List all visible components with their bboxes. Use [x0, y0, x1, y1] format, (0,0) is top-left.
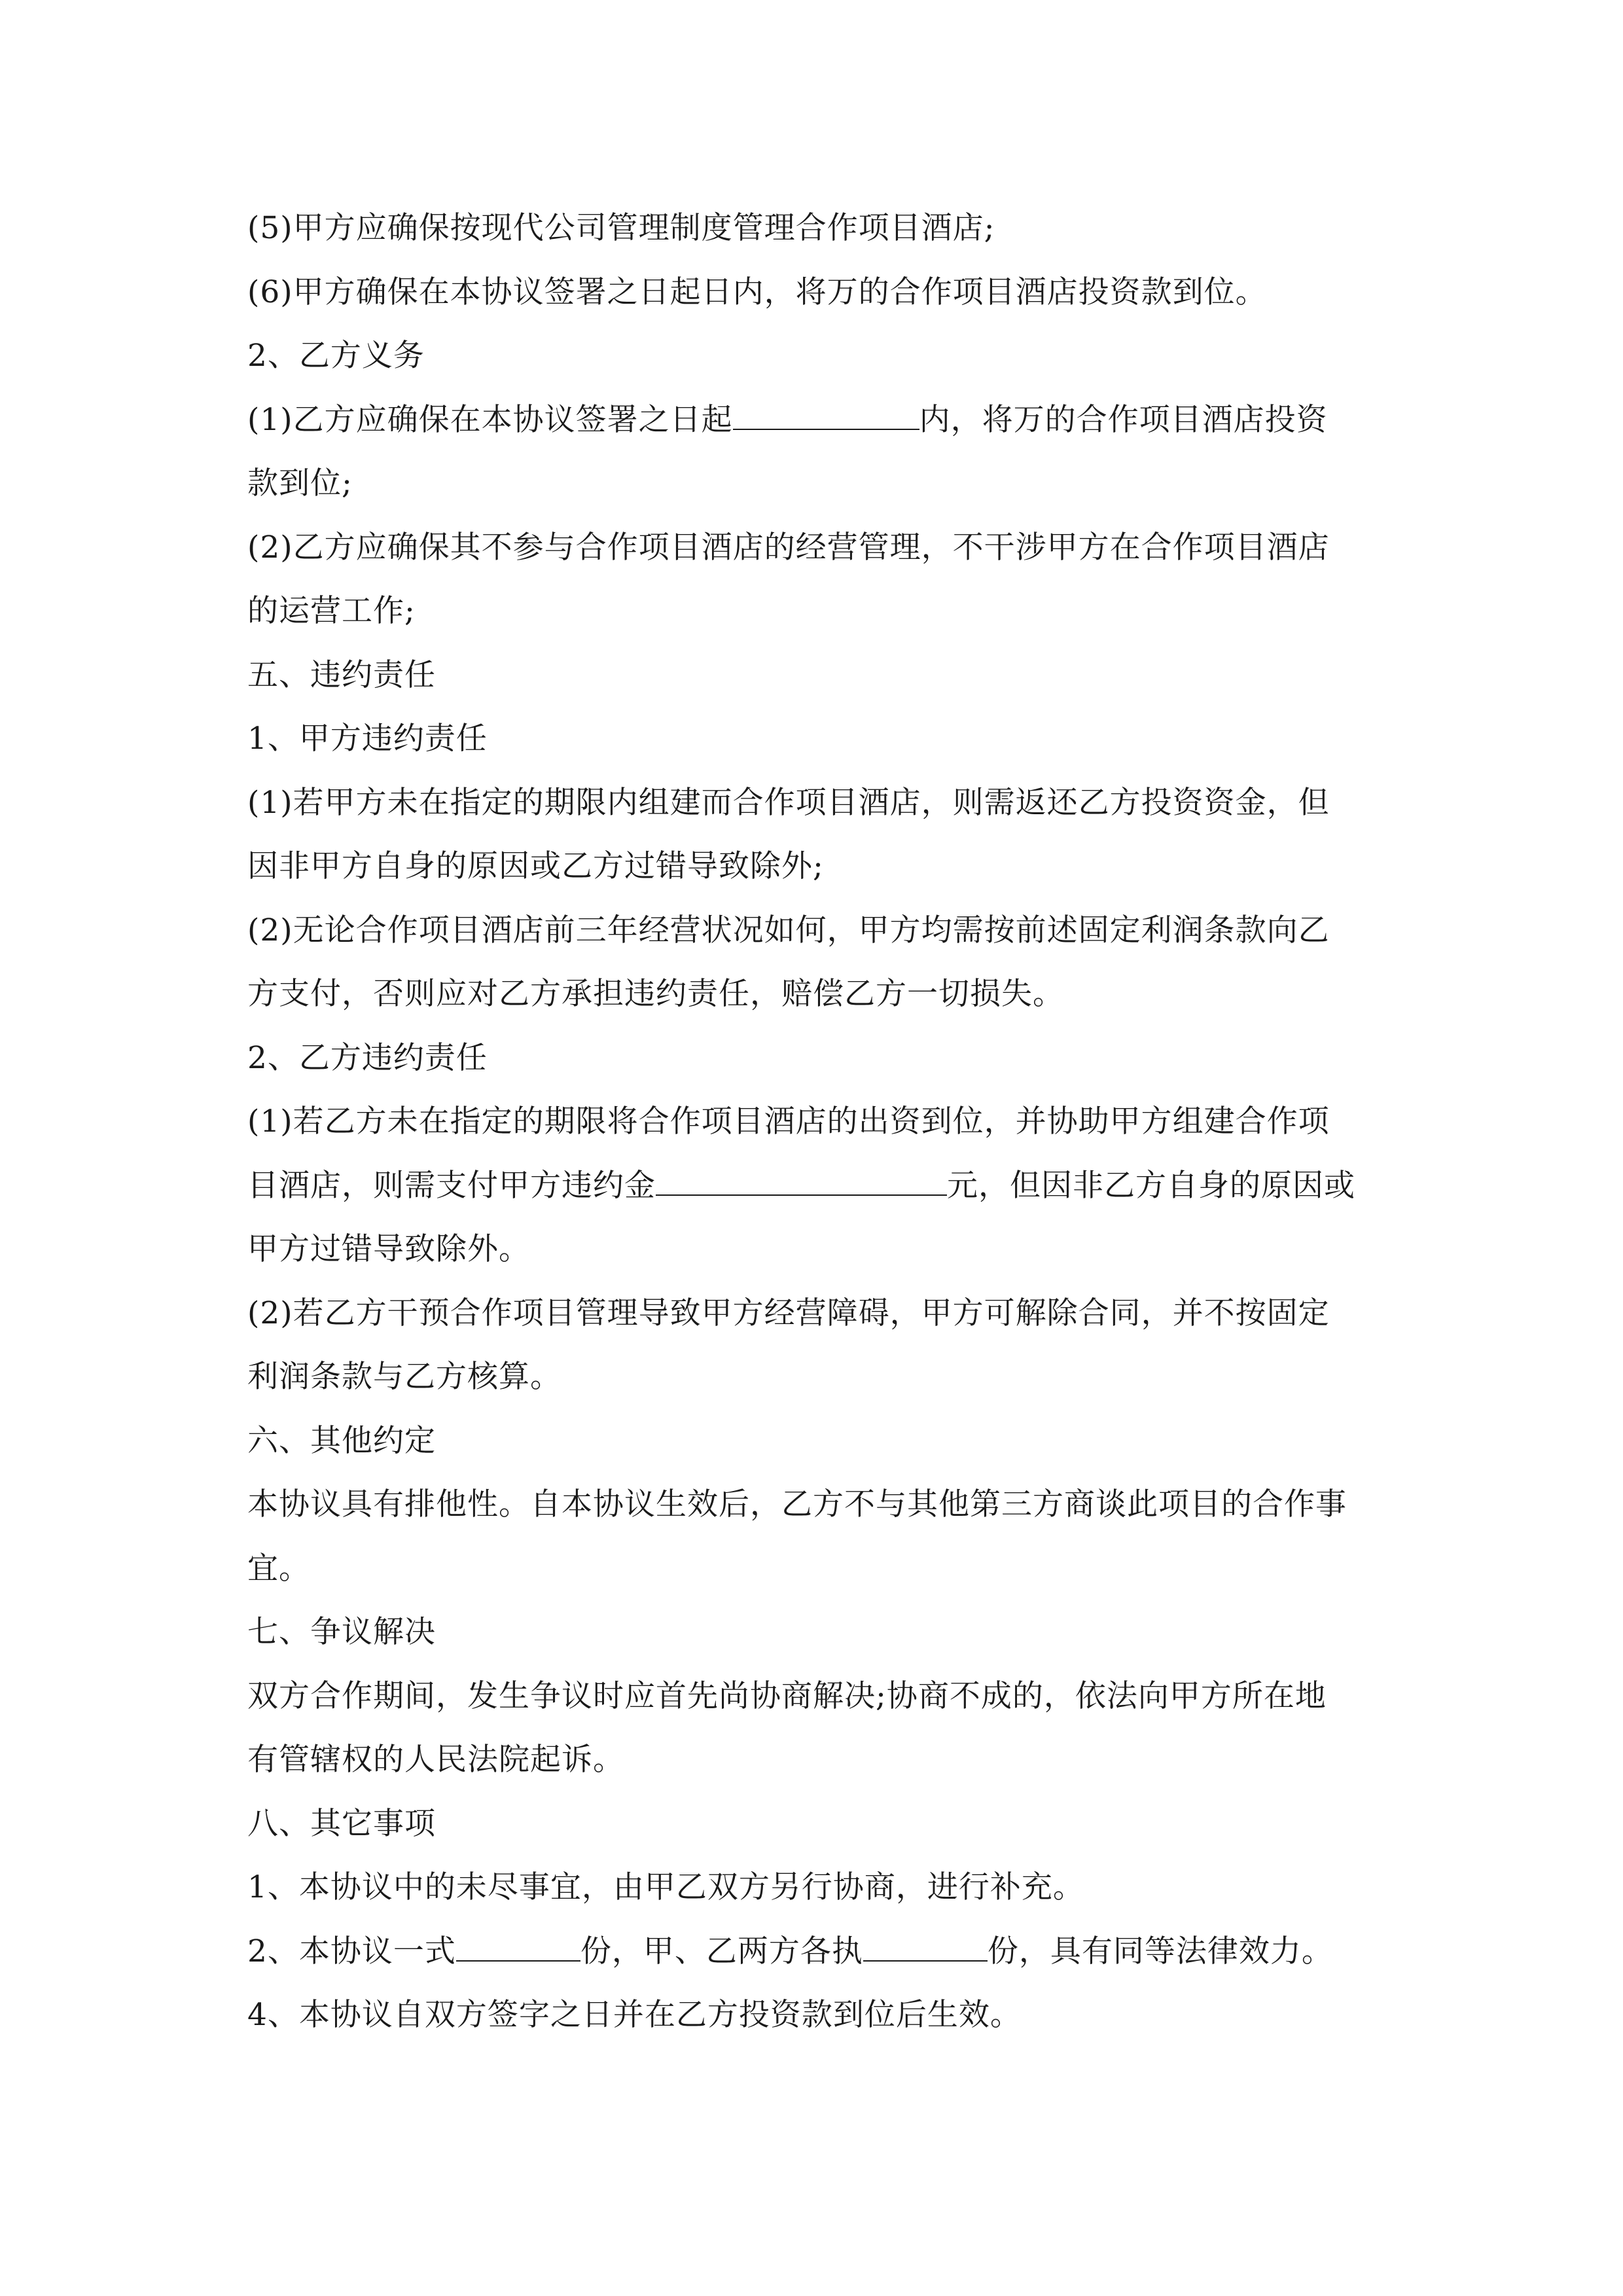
breach-b2-line2: 利润条款与乙方核算。 [247, 1359, 562, 1395]
blank-date-field[interactable] [733, 400, 919, 430]
clause-b2-line2: 的运营工作; [247, 593, 416, 629]
matter-2-text-start: 2、本协议一式 [247, 1933, 456, 1969]
breach-a2-line1: (2)无论合作项目酒店前三年经营状况如何，甲方均需按前述固定利润条款向乙 [247, 912, 1330, 948]
exclusivity-line2: 宜。 [247, 1550, 310, 1587]
clause-a5: (5)甲方应确保按现代公司管理制度管理合作项目酒店; [247, 210, 995, 246]
breach-b1-text-end: 元，但因非乙方自身的原因或 [947, 1167, 1355, 1204]
breach-a2-line2: 方支付，否则应对乙方承担违约责任，赔偿乙方一切损失。 [247, 976, 1064, 1012]
breach-a1-line2: 因非甲方自身的原因或乙方过错导致除外; [247, 848, 824, 884]
exclusivity-line1: 本协议具有排他性。自本协议生效后，乙方不与其他第三方商谈此项目的合作事 [247, 1486, 1347, 1522]
breach-b2-line1: (2)若乙方干预合作项目管理导致甲方经营障碍，甲方可解除合同，并不按固定 [247, 1295, 1330, 1331]
clause-b1-text-start: (1)乙方应确保在本协议签署之日起 [247, 401, 733, 438]
matter-2-text-mid: 份，甲、乙两方各执 [580, 1933, 863, 1969]
heading-party-b-breach: 2、乙方违约责任 [247, 1039, 488, 1076]
matter-2-text-end: 份，具有同等法律效力。 [987, 1933, 1333, 1969]
matter-2 [247, 1920, 1380, 1984]
heading-party-a-breach: 1、甲方违约责任 [247, 721, 488, 757]
section-other-matters: 八、其它事项 [247, 1805, 436, 1842]
blank-copies-each-field[interactable] [863, 1931, 988, 1962]
matter-4: 4、本协议自双方签字之日并在乙方投资款到位后生效。 [247, 1997, 1022, 2033]
clause-b1-text-end: 内，将万的合作项目酒店投资 [919, 401, 1328, 438]
document-body [247, 196, 1380, 2047]
clause-b1-line1 [247, 388, 1380, 452]
breach-b1-line1: (1)若乙方未在指定的期限将合作项目酒店的出资到位，并协助甲方组建合作项 [247, 1103, 1330, 1139]
blank-total-copies-field[interactable] [456, 1931, 580, 1962]
clause-a6: (6)甲方确保在本协议签署之日起日内，将万的合作项目酒店投资款到位。 [247, 274, 1267, 310]
clause-b1-line2: 款到位; [247, 465, 353, 501]
section-other-agreements: 六、其他约定 [247, 1422, 436, 1459]
section-dispute-resolution: 七、争议解决 [247, 1614, 436, 1650]
dispute-line2: 有管辖权的人民法院起诉。 [247, 1742, 624, 1778]
blank-penalty-amount-field[interactable] [656, 1166, 947, 1196]
breach-b1-line3: 甲方过错导致除外。 [247, 1231, 530, 1267]
breach-b1-line2 [247, 1154, 1380, 1218]
matter-1: 1、本协议中的未尽事宜，由甲乙双方另行协商，进行补充。 [247, 1869, 1084, 1905]
clause-b2-line1: (2)乙方应确保其不参与合作项目酒店的经营管理，不干涉甲方在合作项目酒店 [247, 529, 1330, 565]
breach-b1-text-start: 目酒店，则需支付甲方违约金 [247, 1167, 656, 1204]
breach-a1-line1: (1)若甲方未在指定的期限内组建而合作项目酒店，则需返还乙方投资资金，但 [247, 784, 1330, 821]
dispute-line1: 双方合作期间，发生争议时应首先尚协商解决;协商不成的，依法向甲方所在地 [247, 1677, 1327, 1714]
section-breach-liability: 五、违约责任 [247, 656, 436, 693]
heading-party-b-obligations: 2、乙方义务 [247, 338, 425, 374]
